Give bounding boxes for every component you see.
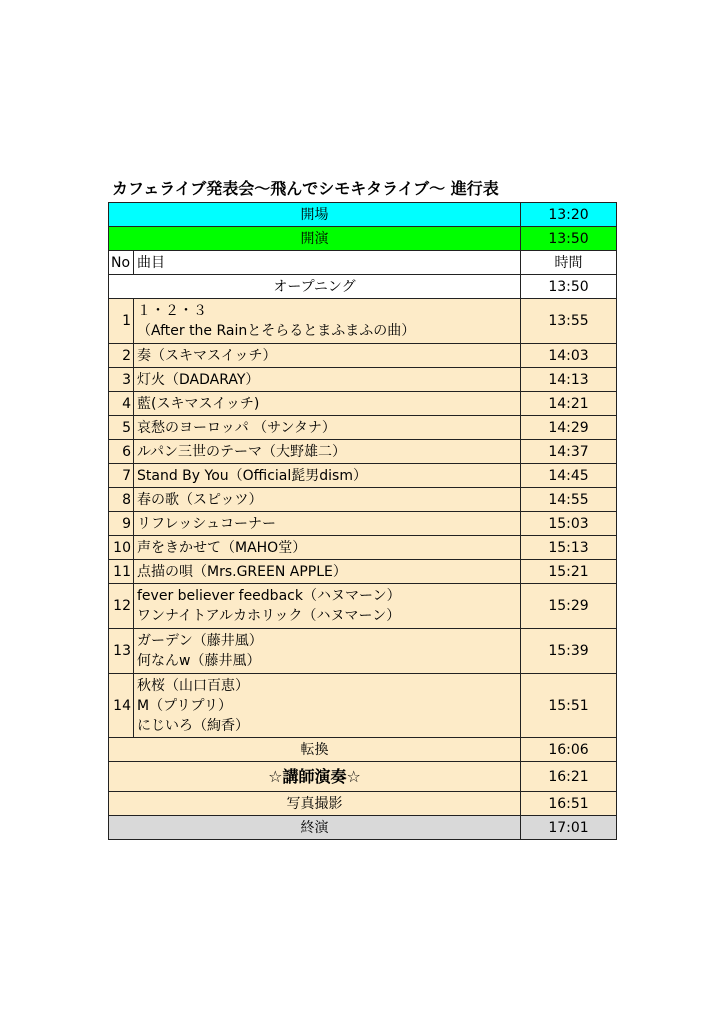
- song-line: 春の歌（スピッツ）: [137, 491, 263, 508]
- row-label: 開演: [109, 227, 521, 251]
- song-line: M（プリプリ）: [137, 697, 232, 714]
- song-title: [134, 560, 521, 584]
- row-changeover: [109, 738, 617, 762]
- table-header: [109, 251, 617, 275]
- song-number: 5: [109, 416, 134, 440]
- row-time: 13:50: [521, 275, 617, 299]
- song-line: 藍(スキマスイッチ): [137, 395, 260, 412]
- row-opening: [109, 275, 617, 299]
- row-photo: [109, 792, 617, 816]
- table-row: [109, 392, 617, 416]
- row-label: 開場: [109, 203, 521, 227]
- song-line: 秋桜（山口百恵）: [137, 677, 249, 694]
- song-title: [134, 584, 521, 629]
- song-line: 何なんw（藤井風）: [137, 653, 261, 669]
- song-line: （After the Rainとそらるとまふまふの曲）: [137, 323, 416, 339]
- song-time: 15:29: [521, 584, 617, 629]
- song-time: 14:55: [521, 488, 617, 512]
- header-song: 曲目: [134, 251, 521, 275]
- song-title: [134, 392, 521, 416]
- song-number: 10: [109, 536, 134, 560]
- song-number: 6: [109, 440, 134, 464]
- song-number: 13: [109, 629, 134, 674]
- song-number: 9: [109, 512, 134, 536]
- table-row: [109, 440, 617, 464]
- song-time: 14:03: [521, 344, 617, 368]
- row-time: 16:06: [521, 738, 617, 762]
- song-time: 14:45: [521, 464, 617, 488]
- song-title: [134, 440, 521, 464]
- row-time: 17:01: [521, 816, 617, 840]
- song-time: 15:39: [521, 629, 617, 674]
- row-time: 16:51: [521, 792, 617, 816]
- row-label: 転換: [109, 738, 521, 762]
- song-line: 声をきかせて（MAHO堂）: [137, 539, 307, 556]
- song-line: Stand By You（Official髭男dism）: [137, 467, 367, 484]
- song-title: [134, 344, 521, 368]
- row-label: 写真撮影: [109, 792, 521, 816]
- row-label: ☆講師演奏☆: [109, 762, 521, 792]
- song-line: ルパン三世のテーマ（大野雄二）: [137, 443, 347, 460]
- table-row: [109, 512, 617, 536]
- song-line: ワンナイトアルカホリック（ハヌマーン）: [137, 608, 401, 624]
- table-row: [109, 560, 617, 584]
- song-number: 8: [109, 488, 134, 512]
- header-time: 時間: [521, 251, 617, 275]
- song-number: 3: [109, 368, 134, 392]
- table-row: [109, 416, 617, 440]
- song-time: 15:51: [521, 674, 617, 738]
- song-line: fever believer feedback（ハヌマーン）: [137, 588, 401, 604]
- schedule-table: [108, 202, 617, 840]
- song-line: 点描の唄（Mrs.GREEN APPLE）: [137, 563, 347, 580]
- table-row: [109, 674, 617, 738]
- row-time: 16:21: [521, 762, 617, 792]
- header-no: No: [109, 251, 134, 275]
- song-number: 14: [109, 674, 134, 738]
- song-line: 哀愁のヨーロッパ （サンタナ）: [137, 419, 336, 436]
- song-time: 13:55: [521, 299, 617, 344]
- row-label: 終演: [109, 816, 521, 840]
- song-line: リフレッシュコーナー: [137, 515, 277, 532]
- song-title: [134, 299, 521, 344]
- row-time: 13:50: [521, 227, 617, 251]
- song-line: 灯火（DADARAY）: [137, 371, 260, 388]
- table-row: [109, 344, 617, 368]
- song-line: にじいろ（絢香）: [137, 717, 249, 734]
- song-number: 12: [109, 584, 134, 629]
- song-time: 14:13: [521, 368, 617, 392]
- song-line: 奏（スキマスイッチ）: [137, 347, 277, 364]
- song-time: 14:29: [521, 416, 617, 440]
- row-start: [109, 227, 617, 251]
- song-number: 11: [109, 560, 134, 584]
- song-title: [134, 512, 521, 536]
- song-time: 15:21: [521, 560, 617, 584]
- table-row: [109, 488, 617, 512]
- table-row: [109, 464, 617, 488]
- song-line: １・２・３: [137, 303, 207, 319]
- song-number: 7: [109, 464, 134, 488]
- row-instructor-performance: [109, 762, 617, 792]
- song-title: [134, 368, 521, 392]
- song-title: [134, 674, 521, 738]
- table-row: [109, 584, 617, 629]
- song-title: [134, 416, 521, 440]
- song-title: [134, 464, 521, 488]
- song-number: 4: [109, 392, 134, 416]
- song-line: ガーデン（藤井風）: [137, 633, 263, 649]
- song-title: [134, 629, 521, 674]
- row-time: 13:20: [521, 203, 617, 227]
- song-number: 1: [109, 299, 134, 344]
- page-title: カフェライブ発表会〜飛んでシモキタライブ〜 進行表: [112, 179, 499, 198]
- song-title: [134, 488, 521, 512]
- table-row: [109, 629, 617, 674]
- row-label: オープニング: [109, 275, 521, 299]
- row-end: [109, 816, 617, 840]
- song-time: 14:21: [521, 392, 617, 416]
- song-number: 2: [109, 344, 134, 368]
- song-time: 15:03: [521, 512, 617, 536]
- table-row: [109, 299, 617, 344]
- song-time: 14:37: [521, 440, 617, 464]
- table-row: [109, 368, 617, 392]
- song-title: [134, 536, 521, 560]
- song-time: 15:13: [521, 536, 617, 560]
- table-row: [109, 536, 617, 560]
- row-doors-open: [109, 203, 617, 227]
